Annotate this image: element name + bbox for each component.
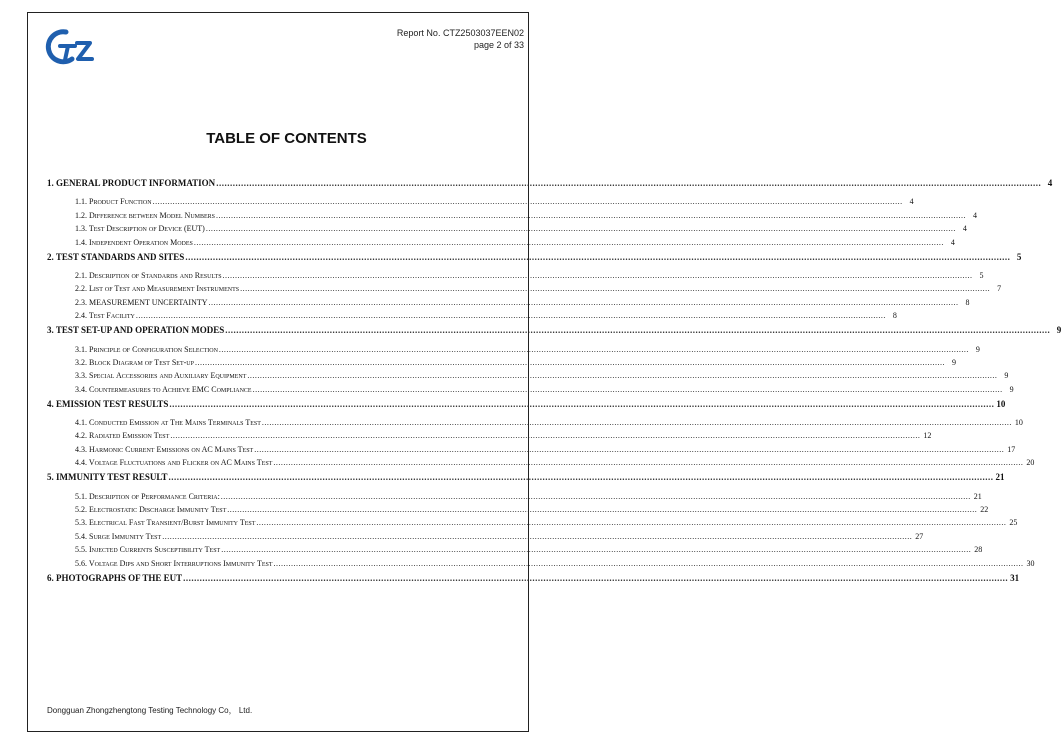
toc-section[interactable] [47,248,1022,262]
toc-entry-page: 9 [1004,371,1009,381]
leader-dots: ............................................................................................................................................................................................................................................................................................................ [135,311,886,321]
toc-entry-page: 9 [975,344,980,354]
leader-dots: ............................................................................................................................................................................................................................................................................................................ [254,444,1005,454]
toc-entry-label: 1.4. Independent Operation Modes [75,237,193,247]
toc-entry-page: 7 [997,284,1002,294]
company-logo [44,26,102,66]
toc-section[interactable] [47,174,1053,188]
toc-entry-page: 8 [965,297,970,307]
toc-entry-page: 9 [1009,384,1014,394]
toc-entry-label: 5.1. Description of Performance Criteria: [75,491,220,501]
toc-entry[interactable] [47,234,955,247]
page-title: TABLE OF CONTENTS [206,130,367,147]
leader-dots: ............................................................................................................................................................................................................................................................................................................ [168,472,994,483]
leader-dots: ............................................................................................................................................................................................................................................................................................................ [216,210,966,220]
leader-dots: ............................................................................................................................................................................................................................................................................................................ [183,572,1009,583]
toc-entry-page: 30 [1026,558,1035,568]
leader-dots: ............................................................................................................................................................................................................................................................................................................ [256,518,1007,528]
toc-entry-page: 4 [962,224,967,234]
toc-section-page: 31 [1010,572,1020,583]
toc-entry[interactable] [47,488,982,501]
leader-dots: ............................................................................................................................................................................................................................................................................................................ [240,284,991,294]
leader-dots: ............................................................................................................................................................................................................................................................................................................ [222,270,973,280]
leader-dots: ............................................................................................................................................................................................................................................................................................................ [221,545,972,555]
toc-section-page: 5 [1016,251,1022,262]
toc-entry[interactable] [47,194,914,207]
toc-entry[interactable] [47,528,924,541]
toc-section-page: 4 [1047,178,1053,188]
leader-dots: ............................................................................................................................................................................................................................................................................................................ [185,251,1011,262]
leader-dots: ............................................................................................................................................................................................................................................................................................................ [227,505,978,515]
toc-section-label: 6. PHOTOGRAPHS OF THE EUT [47,572,183,583]
toc-entry-page: 28 [974,545,983,555]
toc-entry-page: 12 [923,431,932,441]
leader-dots: ............................................................................................................................................................................................................................................................................................................ [218,344,969,354]
leader-dots: ............................................................................................................................................................................................................................................................................................................ [216,178,1042,188]
leader-dots: ............................................................................................................................................................................................................................................................................................................ [170,431,921,441]
toc-entry-label: 2.1. Description of Standards and Results [75,270,222,280]
leader-dots: ............................................................................................................................................................................................................................................................................................................ [194,357,945,367]
toc-entry[interactable] [47,308,897,321]
leader-dots: ............................................................................................................................................................................................................................................................................................................ [261,418,1012,428]
toc-entry-page: 20 [1026,458,1035,468]
leader-dots: ............................................................................................................................................................................................................................................................................................................ [152,197,903,207]
footer-company: Dongguan Zhongzhengtong Testing Technology Co， Ltd. [47,706,253,715]
toc-section-label: 1. GENERAL PRODUCT INFORMATION [47,178,216,188]
toc-entry-label: 3.1. Principle of Configuration Selection [75,344,218,354]
toc-entry-label: 5.4. Surge Immunity Test [75,531,162,541]
toc-entry-page: 22 [980,505,989,515]
toc-entry-label: 3.3. Special Accessories and Auxiliary Equipment [75,371,247,381]
toc-entry-label: 4.4. Voltage Fluctuations and Flicker on AC Mains Test [75,458,273,468]
toc-section-page: 21 [995,472,1005,483]
toc-section-label: 4. EMISSION TEST RESULTS [47,398,169,409]
toc-entry[interactable] [47,415,1023,428]
toc-section-page: 10 [996,398,1006,409]
leader-dots: ............................................................................................................................................................................................................................................................................................................ [208,297,959,307]
toc-entry-label: 4.2. Radiated Emission Test [75,431,170,441]
toc-entry[interactable] [47,221,967,234]
leader-dots: ............................................................................................................................................................................................................................................................................................................ [252,384,1003,394]
table-of-contents [47,174,1061,589]
toc-entry[interactable] [47,355,956,368]
toc-entry-label: 4.1. Conducted Emission at The Mains Terminals Test [75,418,261,428]
report-number: Report No. CTZ2503037EEN02 [396,28,524,38]
toc-entry[interactable] [47,381,1014,394]
leader-dots: ............................................................................................................................................................................................................................................................................................................ [225,325,1051,336]
toc-entry-page: 4 [950,237,955,247]
toc-entry-label: 2.2. List of Test and Measurement Instruments [75,284,240,294]
toc-section[interactable] [47,569,1020,583]
toc-entry-label: 4.3. Harmonic Current Emissions on AC Mains Test [75,444,254,454]
toc-entry-label: 5.3. Electrical Fast Transient/Burst Immunity Test [75,518,256,528]
toc-entry[interactable] [47,542,983,555]
leader-dots: ............................................................................................................................................................................................................................................................................................................ [273,558,1024,568]
logo-graphic [44,26,102,66]
toc-entry-page: 5 [979,270,984,280]
toc-entry[interactable] [47,515,1018,528]
toc-entry-label: 5.6. Voltage Dips and Short Interruptions Immunity Test [75,558,273,568]
toc-entry-page: 4 [973,210,977,220]
report-header [397,27,524,51]
toc-entry[interactable] [47,294,970,307]
toc-entry[interactable] [47,268,984,281]
toc-entry-label: 3.2. Block Diagram of Test Set-up [75,357,194,367]
toc-entry-page: 10 [1014,418,1023,428]
toc-entry-label: 5.2. Electrostatic Discharge Immunity Test [75,505,227,515]
toc-section[interactable] [47,468,1005,483]
toc-entry[interactable] [47,341,980,354]
toc-entry-page: 8 [892,311,897,321]
toc-entry[interactable] [47,368,1009,381]
toc-entry[interactable] [47,207,977,220]
toc-section[interactable] [47,395,1006,409]
leader-dots: ............................................................................................................................................................................................................................................................................................................ [273,458,1024,468]
toc-entry[interactable] [47,441,1016,454]
toc-entry-page: 4 [909,197,914,207]
toc-entry-page: 21 [973,491,982,501]
toc-section-label: 2. TEST STANDARDS AND SITES [47,251,185,262]
toc-entry-page: 17 [1007,444,1016,454]
toc-section[interactable] [47,321,1061,336]
toc-entry[interactable] [47,502,989,515]
leader-dots: ............................................................................................................................................................................................................................................................................................................ [205,224,956,234]
toc-entry[interactable] [47,455,1035,468]
leader-dots: ............................................................................................................................................................................................................................................................................................................ [169,398,995,409]
toc-section-label: 5. IMMUNITY TEST RESULT [47,472,168,483]
toc-entry[interactable] [47,555,1035,568]
leader-dots: ............................................................................................................................................................................................................................................................................................................ [193,237,944,247]
leader-dots: ............................................................................................................................................................................................................................................................................................................ [162,531,913,541]
leader-dots: ............................................................................................................................................................................................................................................................................................................ [220,491,971,501]
toc-entry[interactable] [47,428,932,441]
toc-entry[interactable] [47,281,1002,294]
leader-dots: ............................................................................................................................................................................................................................................................................................................ [247,371,998,381]
spacer [47,583,526,589]
toc-entry-label: 3.4. Countermeasures to Achieve EMC Compliance [75,384,252,394]
toc-entry-label: 2.4. Test Facility [75,311,135,321]
page-number: page 2 of 33 [473,40,524,50]
toc-section-label: 3. TEST SET-UP AND OPERATION MODES [47,325,225,336]
toc-entry-label: 2.3. MEASUREMENT UNCERTAINTY [75,297,208,307]
toc-entry-page: 9 [951,357,956,367]
toc-entry-label: 1.3. Test Description of Device (EUT) [75,224,205,234]
toc-entry-page: 27 [915,531,924,541]
toc-entry-page: 25 [1009,518,1018,528]
toc-entry-label: 1.2. Difference between Model Numbers [75,210,215,220]
toc-entry-label: 5.5. Injected Currents Susceptibility Test [75,545,221,555]
toc-entry-label: 1.1. Product Function [75,197,152,207]
toc-section-page: 9 [1056,325,1061,336]
